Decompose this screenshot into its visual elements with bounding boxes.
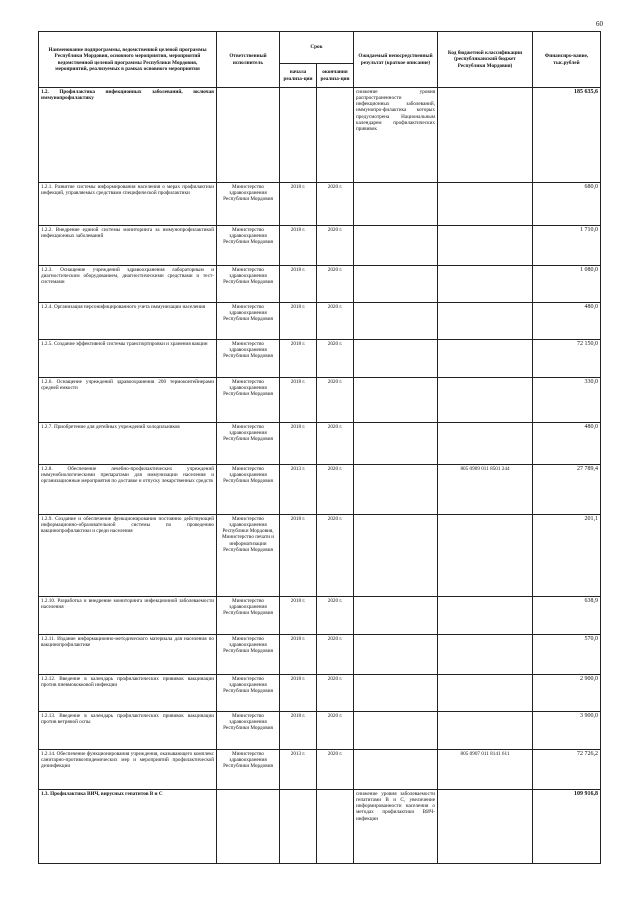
row-code: 805 0909 011 8501 244 — [438, 465, 533, 515]
row-code — [438, 303, 533, 340]
row-executor: Министерство здравоохранения Республики Мордовия, Министерство печати и информатизации Республики Мордовия — [217, 515, 280, 597]
row-amount: 1 080,0 — [533, 266, 601, 303]
row-amount: 570,0 — [533, 635, 601, 675]
row-start: 2018 г. — [280, 266, 317, 303]
row-end: 2020 г. — [317, 266, 354, 303]
row-result — [354, 515, 438, 597]
header-amount: Финансиро-вание, тыс.рублей — [533, 32, 601, 88]
row-executor: Министерство здравоохранения Республики Мордовия — [217, 183, 280, 226]
row-start: 2018 г. — [280, 635, 317, 675]
row-result: снижение уровня заболеваемости гепатитами В и С, увеличение информированности населения о методах профилактики ВИЧ-инфекции — [354, 790, 438, 864]
row-start: 2018 г. — [280, 597, 317, 635]
row-amount: 201,1 — [533, 515, 601, 597]
row-end: 2020 г. — [317, 597, 354, 635]
row-name: 1.2.11. Издание информационно-методического материала для населения по вакцинопрофилактике — [39, 635, 217, 675]
row-end: 2020 г. — [317, 712, 354, 750]
row-amount: 185 635,6 — [533, 88, 601, 183]
table-body — [39, 88, 601, 864]
row-name: 1.2.3. Оснащение учреждений здравоохранения лабораторным и диагностическим оборудованием, диагностическими средствами и тест-системами — [39, 266, 217, 303]
row-end: 2020 г. — [317, 183, 354, 226]
row-executor: Министерство здравоохранения Республики Мордовия — [217, 712, 280, 750]
row-executor: Министерство здравоохранения Республики Мордовия — [217, 597, 280, 635]
row-result — [354, 226, 438, 266]
row-executor: Министерство здравоохранения Республики Мордовия — [217, 340, 280, 378]
row-amount: 72 150,0 — [533, 340, 601, 378]
row-end: 2020 г. — [317, 303, 354, 340]
row-end: 2020 г. — [317, 750, 354, 790]
table-row — [39, 750, 601, 790]
row-end: 2020 г. — [317, 226, 354, 266]
row-result — [354, 378, 438, 423]
row-start: 2018 г. — [280, 423, 317, 465]
row-amount: 638,9 — [533, 597, 601, 635]
table-row — [39, 790, 601, 864]
row-name: 1.2.12. Введение в календарь профилактических прививок вакцинации против пневмококковой инфекции — [39, 675, 217, 712]
table-row — [39, 423, 601, 465]
row-name: 1.2.13. Введение в календарь профилактических прививок вакцинации против ветряной оспы — [39, 712, 217, 750]
row-start: 2013 г. — [280, 750, 317, 790]
row-end: 2020 г. — [317, 635, 354, 675]
row-amount: 480,0 — [533, 423, 601, 465]
table-row — [39, 675, 601, 712]
row-start: 2018 г. — [280, 675, 317, 712]
row-name: 1.2. Профилактика инфекционных заболеваний, включая иммунопрофилактику — [39, 88, 217, 183]
row-amount: 330,0 — [533, 378, 601, 423]
row-result — [354, 597, 438, 635]
table-row — [39, 303, 601, 340]
header-executor: Ответственный исполнитель — [217, 32, 280, 88]
row-start: 2018 г. — [280, 378, 317, 423]
row-code — [438, 183, 533, 226]
row-result — [354, 465, 438, 515]
row-amount: 72 726,2 — [533, 750, 601, 790]
row-amount: 27 789,4 — [533, 465, 601, 515]
header-code: Код бюджетной классификации (республиканский бюджет Республики Мордовия) — [438, 32, 533, 88]
row-code: 805 0907 011 8141 611 — [438, 750, 533, 790]
row-result — [354, 340, 438, 378]
row-amount: 1 710,0 — [533, 226, 601, 266]
row-end — [317, 790, 354, 864]
row-result: снижение уровня распространенности инфекционных заболеваний, иммунопро-филактика которых предусмотрена Национальным календарем профилактических прививок — [354, 88, 438, 183]
row-start: 2013 г. — [280, 465, 317, 515]
row-code — [438, 790, 533, 864]
row-result — [354, 712, 438, 750]
table-row — [39, 88, 601, 183]
table-row — [39, 635, 601, 675]
row-result — [354, 423, 438, 465]
row-code — [438, 88, 533, 183]
row-start: 2018 г. — [280, 183, 317, 226]
row-end: 2020 г. — [317, 423, 354, 465]
header-term-end: окончания реализа-ции — [317, 64, 354, 88]
row-code — [438, 635, 533, 675]
row-executor: Министерство здравоохранения Республики Мордовия — [217, 378, 280, 423]
header-term: Срок — [280, 32, 354, 64]
row-amount: 480,0 — [533, 303, 601, 340]
row-executor: Министерство здравоохранения Республики Мордовия — [217, 675, 280, 712]
table-row — [39, 378, 601, 423]
row-executor: Министерство здравоохранения Республики Мордовия — [217, 465, 280, 515]
row-executor: Министерство здравоохранения Республики Мордовия — [217, 226, 280, 266]
row-result — [354, 750, 438, 790]
row-code — [438, 340, 533, 378]
row-start: 2018 г. — [280, 340, 317, 378]
table-row — [39, 183, 601, 226]
row-executor: Министерство здравоохранения Республики Мордовия — [217, 635, 280, 675]
row-executor: Министерство здравоохранения Республики Мордовия — [217, 303, 280, 340]
row-result — [354, 183, 438, 226]
row-executor: Министерство здравоохранения Республики Мордовия — [217, 750, 280, 790]
row-end: 2020 г. — [317, 340, 354, 378]
row-amount: 680,0 — [533, 183, 601, 226]
row-result — [354, 266, 438, 303]
row-name: 1.2.9. Создание и обеспечение функционирования постоянно действующей информационно-образовательной системы по проведению вакцинопрофилактики и среди населения — [39, 515, 217, 597]
row-name: 1.2.14. Обеспечение функционирования учреждения, оказывающего комплекс санитарно-противоэпидемических мер и мероприятий профилактической дезинфекции — [39, 750, 217, 790]
row-executor: Министерство здравоохранения Республики Мордовия — [217, 266, 280, 303]
row-end: 2020 г. — [317, 675, 354, 712]
row-code — [438, 226, 533, 266]
row-executor — [217, 88, 280, 183]
table-row — [39, 266, 601, 303]
row-end — [317, 88, 354, 183]
table-row — [39, 712, 601, 750]
row-start — [280, 88, 317, 183]
table-row — [39, 226, 601, 266]
row-name: 1.3. Профилактика ВИЧ, вирусных гепатитов В и С — [39, 790, 217, 864]
row-start — [280, 790, 317, 864]
header-name: Наименование подпрограммы, ведомственной целевой программы Республики Мордовия, основного мероприятия, мероприятий ведомственной целевой программы Республики Мордовия, мероприятий, реализуемых в рамках основного мероприятия — [39, 32, 217, 88]
row-code — [438, 423, 533, 465]
row-executor — [217, 790, 280, 864]
row-name: 1.2.10. Разработка и внедрение мониторинга инфекционной заболеваемости населения — [39, 597, 217, 635]
row-code — [438, 266, 533, 303]
row-name: 1.2.8. Обеспечение лечебно-профилактических учреждений иммунобиологическими препаратами для иммунизации населения и организационные мероприятия по доставке и отпуску лекарственных средств — [39, 465, 217, 515]
row-end: 2020 г. — [317, 515, 354, 597]
row-code — [438, 378, 533, 423]
row-start: 2018 г. — [280, 515, 317, 597]
row-code — [438, 675, 533, 712]
row-code — [438, 597, 533, 635]
row-end: 2020 г. — [317, 465, 354, 515]
row-name: 1.2.4. Организация персонифицированного учета иммунизации населения — [39, 303, 217, 340]
row-name: 1.2.2. Внедрение единой системы мониторинга за иммунопрофилактикой инфекционных заболеваний — [39, 226, 217, 266]
header-term-start: начала реализа-ции — [280, 64, 317, 88]
row-executor: Министерство здравоохранения Республики Мордовия — [217, 423, 280, 465]
row-name: 1.2.5. Создание эффективной системы транспортировки и хранения вакцин — [39, 340, 217, 378]
table-row — [39, 340, 601, 378]
row-result — [354, 635, 438, 675]
page-number: 60 — [596, 20, 603, 28]
table-row — [39, 515, 601, 597]
row-end: 2020 г. — [317, 378, 354, 423]
row-name: 1.2.6. Оснащение учреждений здравоохранения 200 термоконтейнерами средней емкости — [39, 378, 217, 423]
row-amount: 2 900,0 — [533, 675, 601, 712]
table-row — [39, 465, 601, 515]
header-result: Ожидаемый непосредственный результат (краткое описание) — [354, 32, 438, 88]
row-start: 2018 г. — [280, 226, 317, 266]
row-amount: 109 916,8 — [533, 790, 601, 864]
row-start: 2018 г. — [280, 712, 317, 750]
row-start: 2018 г. — [280, 303, 317, 340]
row-name: 1.2.7. Приобретение для детейных учреждений холодильников — [39, 423, 217, 465]
row-result — [354, 675, 438, 712]
row-code — [438, 515, 533, 597]
row-code — [438, 712, 533, 750]
row-result — [354, 303, 438, 340]
program-table — [38, 31, 601, 864]
row-amount: 3 900,0 — [533, 712, 601, 750]
table-row — [39, 597, 601, 635]
row-name: 1.2.1. Развитие системы информирования населения о мерах профилактики инфекций, управляемых средствами специфической профилактики — [39, 183, 217, 226]
